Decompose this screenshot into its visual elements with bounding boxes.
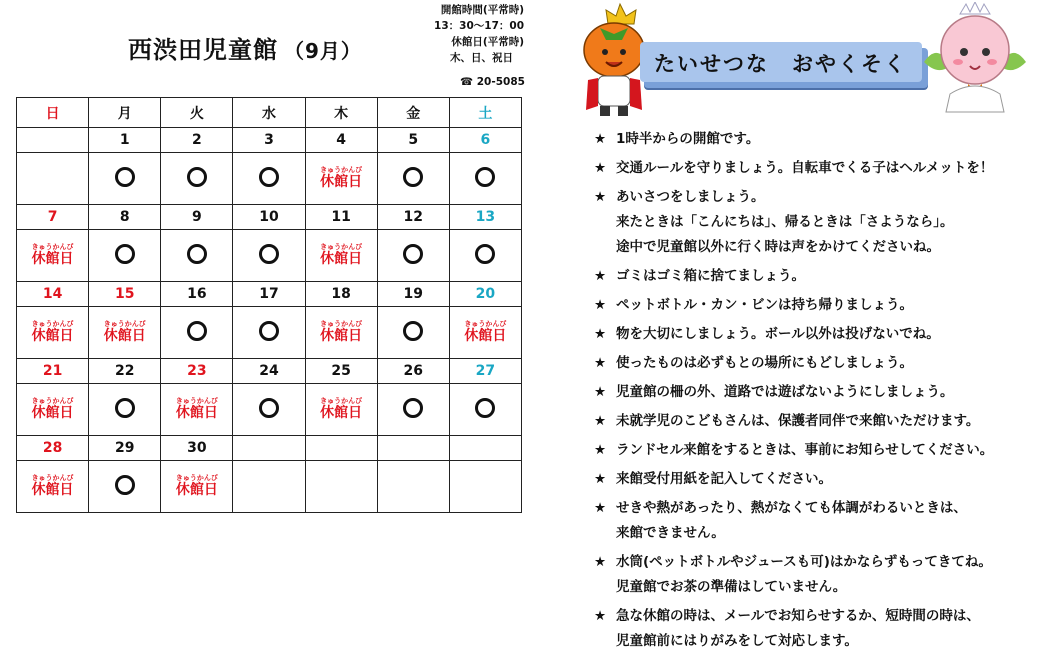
closed-label: 休館日(平常時) [451, 36, 524, 48]
closed-ruby: きゅうかんび [175, 474, 218, 482]
page-title [128, 30, 362, 65]
date-cell: 3 [233, 128, 305, 153]
open-circle-icon [475, 167, 495, 187]
rule-text: 急な休館の時は、メールでお知らせするか、短時間の時は、 [616, 608, 980, 624]
status-row [17, 461, 522, 513]
date-cell [17, 128, 89, 153]
rule-item [594, 293, 1040, 318]
closed-ruby: きゅうかんび [31, 320, 74, 328]
status-cell [305, 461, 377, 513]
weekday-header: 月 [89, 98, 161, 128]
rule-item [594, 380, 1040, 405]
date-cell: 22 [89, 359, 161, 384]
rule-text: 使ったものは必ずもとの場所にもどしましょう。 [616, 355, 913, 371]
open-circle-icon [403, 398, 423, 418]
star-icon: ★ [594, 131, 607, 147]
status-cell [449, 307, 521, 359]
status-cell [17, 461, 89, 513]
status-row [17, 384, 522, 436]
closed-label [320, 321, 362, 343]
date-cell: 8 [89, 205, 161, 230]
date-cell: 30 [161, 436, 233, 461]
status-cell [305, 307, 377, 359]
status-cell [377, 230, 449, 282]
date-cell: 6 [449, 128, 521, 153]
date-cell: 14 [17, 282, 89, 307]
date-cell: 16 [161, 282, 233, 307]
status-cell [17, 384, 89, 436]
date-row [17, 205, 522, 230]
star-icon: ★ [594, 160, 607, 176]
status-cell [89, 384, 161, 436]
status-cell [305, 153, 377, 205]
phone-number: ☎ 20-5085 [460, 76, 525, 88]
status-cell [305, 230, 377, 282]
date-cell: 23 [161, 359, 233, 384]
open-circle-icon [115, 398, 135, 418]
star-icon: ★ [594, 355, 607, 371]
weekday-header: 土 [449, 98, 521, 128]
closed-label [32, 321, 74, 343]
date-cell: 19 [377, 282, 449, 307]
date-row [17, 282, 522, 307]
closed-label [32, 398, 74, 420]
status-cell [89, 230, 161, 282]
weekday-header-row [17, 98, 522, 128]
rule-item [594, 467, 1040, 492]
status-cell [377, 461, 449, 513]
weekday-header: 木 [305, 98, 377, 128]
star-icon: ★ [594, 384, 607, 400]
open-circle-icon [115, 244, 135, 264]
date-cell: 5 [377, 128, 449, 153]
month-label: （9月） [284, 39, 362, 63]
calendar-table [16, 97, 522, 513]
open-circle-icon [259, 167, 279, 187]
rule-text: 児童館でお茶の準備はしていません。 [616, 579, 847, 595]
star-icon: ★ [594, 500, 607, 516]
status-cell [17, 230, 89, 282]
closed-label [320, 167, 362, 189]
weekday-header: 金 [377, 98, 449, 128]
rule-item [594, 496, 1040, 546]
rule-text: 1時半からの開館です。 [616, 131, 760, 147]
closed-ruby: きゅうかんび [464, 320, 507, 328]
rule-item [594, 351, 1040, 376]
status-cell [89, 461, 161, 513]
date-cell: 17 [233, 282, 305, 307]
closed-ruby: きゅうかんび [31, 397, 74, 405]
star-icon: ★ [594, 189, 607, 205]
rule-text: あいさつをしましょう。 [616, 189, 765, 205]
rule-item [594, 185, 1040, 260]
status-cell [449, 230, 521, 282]
date-cell: 12 [377, 205, 449, 230]
closed-text: 休館日 [175, 482, 218, 498]
date-cell [377, 436, 449, 461]
status-row [17, 153, 522, 205]
weekday-header: 水 [233, 98, 305, 128]
rule-text: ランドセル来館をするときは、事前にお知らせしてください。 [616, 442, 994, 458]
closed-text: 休館日 [31, 328, 74, 344]
status-cell [17, 153, 89, 205]
closed-text: 休館日 [175, 405, 218, 421]
status-cell [233, 230, 305, 282]
hours-label: 開館時間(平常時) [440, 4, 524, 16]
star-icon: ★ [594, 297, 607, 313]
closed-ruby: きゅうかんび [103, 320, 146, 328]
closed-ruby: きゅうかんび [320, 243, 363, 251]
closed-text: 休館日 [31, 251, 74, 267]
status-cell [449, 153, 521, 205]
open-circle-icon [259, 398, 279, 418]
status-cell [377, 307, 449, 359]
date-row [17, 436, 522, 461]
rule-text: 未就学児のこどもさんは、保護者同伴で来館いただけます。 [616, 413, 980, 429]
closed-text: 休館日 [320, 251, 363, 267]
date-cell: 18 [305, 282, 377, 307]
status-row [17, 230, 522, 282]
date-cell: 10 [233, 205, 305, 230]
date-row [17, 359, 522, 384]
rule-text: 物を大切にしましょう。ボール以外は投げないでね。 [616, 326, 940, 342]
status-cell [377, 384, 449, 436]
rule-text: 交通ルールを守りましょう。自転車でくる子はヘルメットを！ [616, 160, 994, 176]
status-cell [161, 461, 233, 513]
status-cell [161, 230, 233, 282]
date-cell: 13 [449, 205, 521, 230]
status-cell [233, 461, 305, 513]
rule-item [594, 264, 1040, 289]
rule-text: せきや熱があったり、熱がなくても体調がわるいときは、 [616, 500, 967, 516]
closed-label [104, 321, 146, 343]
star-icon: ★ [594, 268, 607, 284]
status-cell [89, 307, 161, 359]
date-cell [233, 436, 305, 461]
closed-label [320, 398, 362, 420]
closed-ruby: きゅうかんび [31, 474, 74, 482]
date-cell: 15 [89, 282, 161, 307]
rule-text: 児童館前にはりがみをして対応します。 [616, 633, 858, 649]
rule-text: ペットボトル・カン・ビンは持ち帰りましょう。 [616, 297, 913, 313]
closed-text: 休館日 [31, 482, 74, 498]
closed-label [464, 321, 506, 343]
closed-label [176, 398, 218, 420]
rule-item [594, 156, 1040, 181]
date-cell: 11 [305, 205, 377, 230]
date-cell [449, 436, 521, 461]
closed-label [320, 244, 362, 266]
date-cell [305, 436, 377, 461]
status-cell [305, 384, 377, 436]
star-icon: ★ [594, 326, 607, 342]
status-cell [17, 307, 89, 359]
weekday-header: 火 [161, 98, 233, 128]
date-row [17, 128, 522, 153]
rule-text: 水筒(ペットボトルやジュースも可)はかならずもってきてね。 [616, 554, 992, 570]
closed-label [176, 475, 218, 497]
status-cell [89, 153, 161, 205]
hours-info [424, 2, 524, 90]
rule-text: 児童館の柵の外、道路では遊ばないようにしましょう。 [616, 384, 954, 400]
open-circle-icon [403, 321, 423, 341]
open-circle-icon [475, 244, 495, 264]
rule-item [594, 550, 1040, 600]
banner-text: たいせつな おやくそく [654, 52, 907, 76]
status-cell [233, 153, 305, 205]
date-cell: 28 [17, 436, 89, 461]
closed-label [32, 244, 74, 266]
rule-text: 来たときは「こんにちは」、帰るときは「さようなら」。 [616, 214, 954, 230]
weekday-header: 日 [17, 98, 89, 128]
rules-banner [640, 28, 928, 92]
closed-text: 休館日 [103, 328, 146, 344]
closed-text: 休館日 [320, 328, 363, 344]
rule-text: ゴミはゴミ箱に捨てましょう。 [616, 268, 805, 284]
star-icon: ★ [594, 471, 607, 487]
open-circle-icon [403, 244, 423, 264]
status-cell [377, 153, 449, 205]
status-cell [233, 307, 305, 359]
facility-name: 西渋田児童館 [128, 36, 278, 64]
open-circle-icon [115, 167, 135, 187]
open-circle-icon [403, 167, 423, 187]
closed-ruby: きゅうかんび [320, 397, 363, 405]
rule-item [594, 438, 1040, 463]
closed-ruby: きゅうかんび [320, 320, 363, 328]
closed-label [32, 475, 74, 497]
princess-mascot [920, 2, 1030, 114]
rule-text: 途中で児童館以外に行く時は声をかけてくださいね。 [616, 239, 940, 255]
status-cell [161, 153, 233, 205]
rule-item [594, 127, 1040, 152]
closed-ruby: きゅうかんび [31, 243, 74, 251]
open-circle-icon [115, 475, 135, 495]
date-cell: 27 [449, 359, 521, 384]
status-cell [233, 384, 305, 436]
status-cell [449, 384, 521, 436]
star-icon: ★ [594, 442, 607, 458]
rules-list [594, 127, 1040, 658]
date-cell: 9 [161, 205, 233, 230]
closed-text: 休館日 [464, 328, 507, 344]
closed-ruby: きゅうかんび [320, 166, 363, 174]
open-circle-icon [259, 244, 279, 264]
rule-text: 来館受付用紙を記入してください。 [616, 471, 832, 487]
star-icon: ★ [594, 608, 607, 624]
date-cell: 20 [449, 282, 521, 307]
date-cell: 29 [89, 436, 161, 461]
star-icon: ★ [594, 554, 607, 570]
closed-text: 休館日 [31, 405, 74, 421]
closed-text: 休館日 [320, 174, 363, 190]
closed-text: 休館日 [320, 405, 363, 421]
status-row [17, 307, 522, 359]
hours-value: 13：30～17：00 [434, 20, 524, 32]
star-icon: ★ [594, 413, 607, 429]
rule-text: 来館できません。 [616, 525, 725, 541]
status-cell [161, 384, 233, 436]
open-circle-icon [187, 244, 207, 264]
date-cell: 4 [305, 128, 377, 153]
closed-ruby: きゅうかんび [175, 397, 218, 405]
date-cell: 7 [17, 205, 89, 230]
date-cell: 2 [161, 128, 233, 153]
date-cell: 21 [17, 359, 89, 384]
rule-item [594, 409, 1040, 434]
open-circle-icon [187, 167, 207, 187]
rule-item [594, 322, 1040, 347]
status-cell [449, 461, 521, 513]
open-circle-icon [187, 321, 207, 341]
rule-item [594, 604, 1040, 654]
date-cell: 1 [89, 128, 161, 153]
date-cell: 25 [305, 359, 377, 384]
closed-days: 木、日、祝日 [450, 52, 513, 64]
open-circle-icon [259, 321, 279, 341]
open-circle-icon [475, 398, 495, 418]
date-cell: 26 [377, 359, 449, 384]
status-cell [161, 307, 233, 359]
date-cell: 24 [233, 359, 305, 384]
